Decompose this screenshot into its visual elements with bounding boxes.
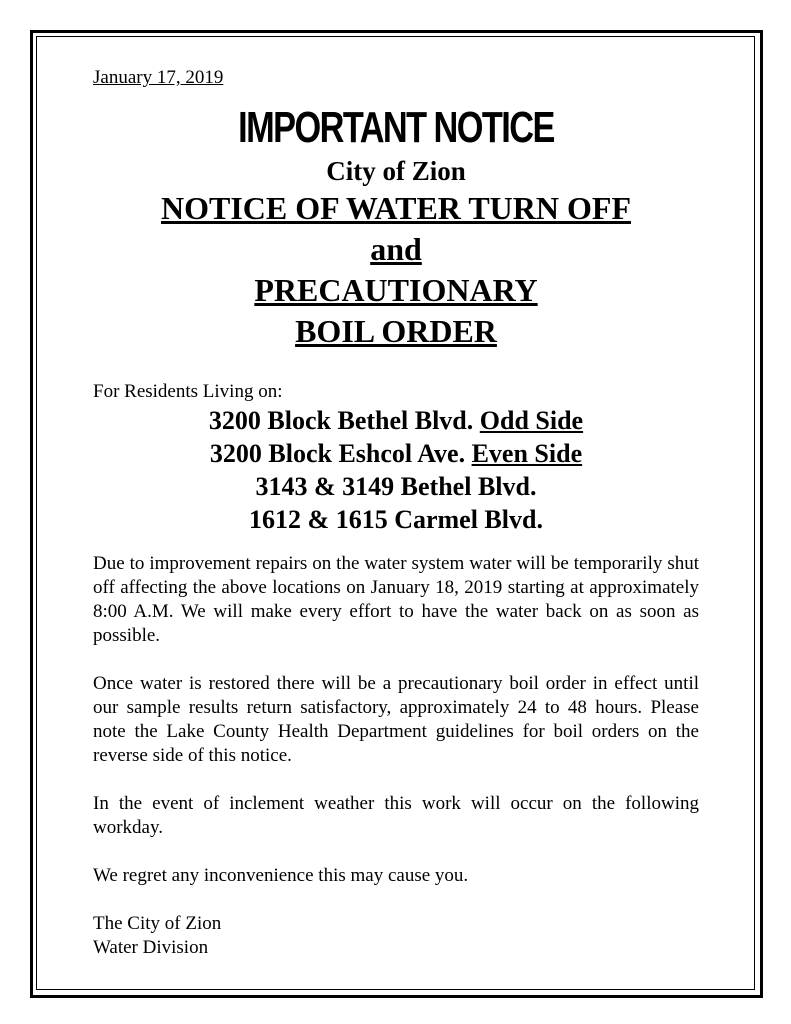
- address-line: [93, 437, 699, 470]
- title-line-4: [93, 311, 699, 352]
- address-line: [93, 503, 699, 536]
- paragraph-water-shutoff: Due to improvement repairs on the water system water will be temporarily shut off affecting the above locations on January 18, 2019 starting at approximately 8:00 A.M. We will make every effort to have the water back on as soon as possible.: [93, 553, 699, 646]
- title-line-1-text: NOTICE OF WATER TURN OFF: [161, 190, 631, 226]
- paragraph-weather: In the event of inclement weather this work will occur on the following workday.: [93, 793, 699, 838]
- address-street: 3200 Block Eshcol Ave.: [209, 439, 466, 468]
- address-line: [93, 404, 699, 437]
- paragraph-apology: We regret any inconvenience this may cause you.: [93, 865, 469, 886]
- residents-label: For Residents Living on:: [93, 381, 283, 402]
- title-line-2-text: and: [370, 231, 422, 267]
- signature-line-2: Water Division: [93, 937, 209, 958]
- headline: IMPORTANT NOTICE: [238, 103, 554, 152]
- title-line-2: [93, 229, 699, 270]
- address-street: 3143 & 3149 Bethel Blvd.: [255, 472, 537, 501]
- notice-date: January 17, 2019: [93, 67, 224, 88]
- address-side: Even Side: [471, 439, 583, 468]
- notice-body: [93, 66, 699, 960]
- paragraph-boil-order: Once water is restored there will be a precautionary boil order in effect until our sample results return satisfactory, approximately 24 to 48 hours. Please note the Lake County Health Department guidelines for boil orders on the reverse side of this notice.: [93, 673, 699, 766]
- title-line-3: [93, 270, 699, 311]
- title-line-4-text: BOIL ORDER: [295, 313, 497, 349]
- title-line-1: [93, 188, 699, 229]
- address-side: Odd Side: [479, 406, 584, 435]
- address-line: [93, 470, 699, 503]
- city-name: City of Zion: [326, 156, 466, 186]
- title-line-3-text: PRECAUTIONARY: [254, 272, 538, 308]
- address-street: 1612 & 1615 Carmel Blvd.: [249, 505, 543, 534]
- address-street: 3200 Block Bethel Blvd.: [208, 406, 474, 435]
- signature-line-1: The City of Zion: [93, 913, 222, 934]
